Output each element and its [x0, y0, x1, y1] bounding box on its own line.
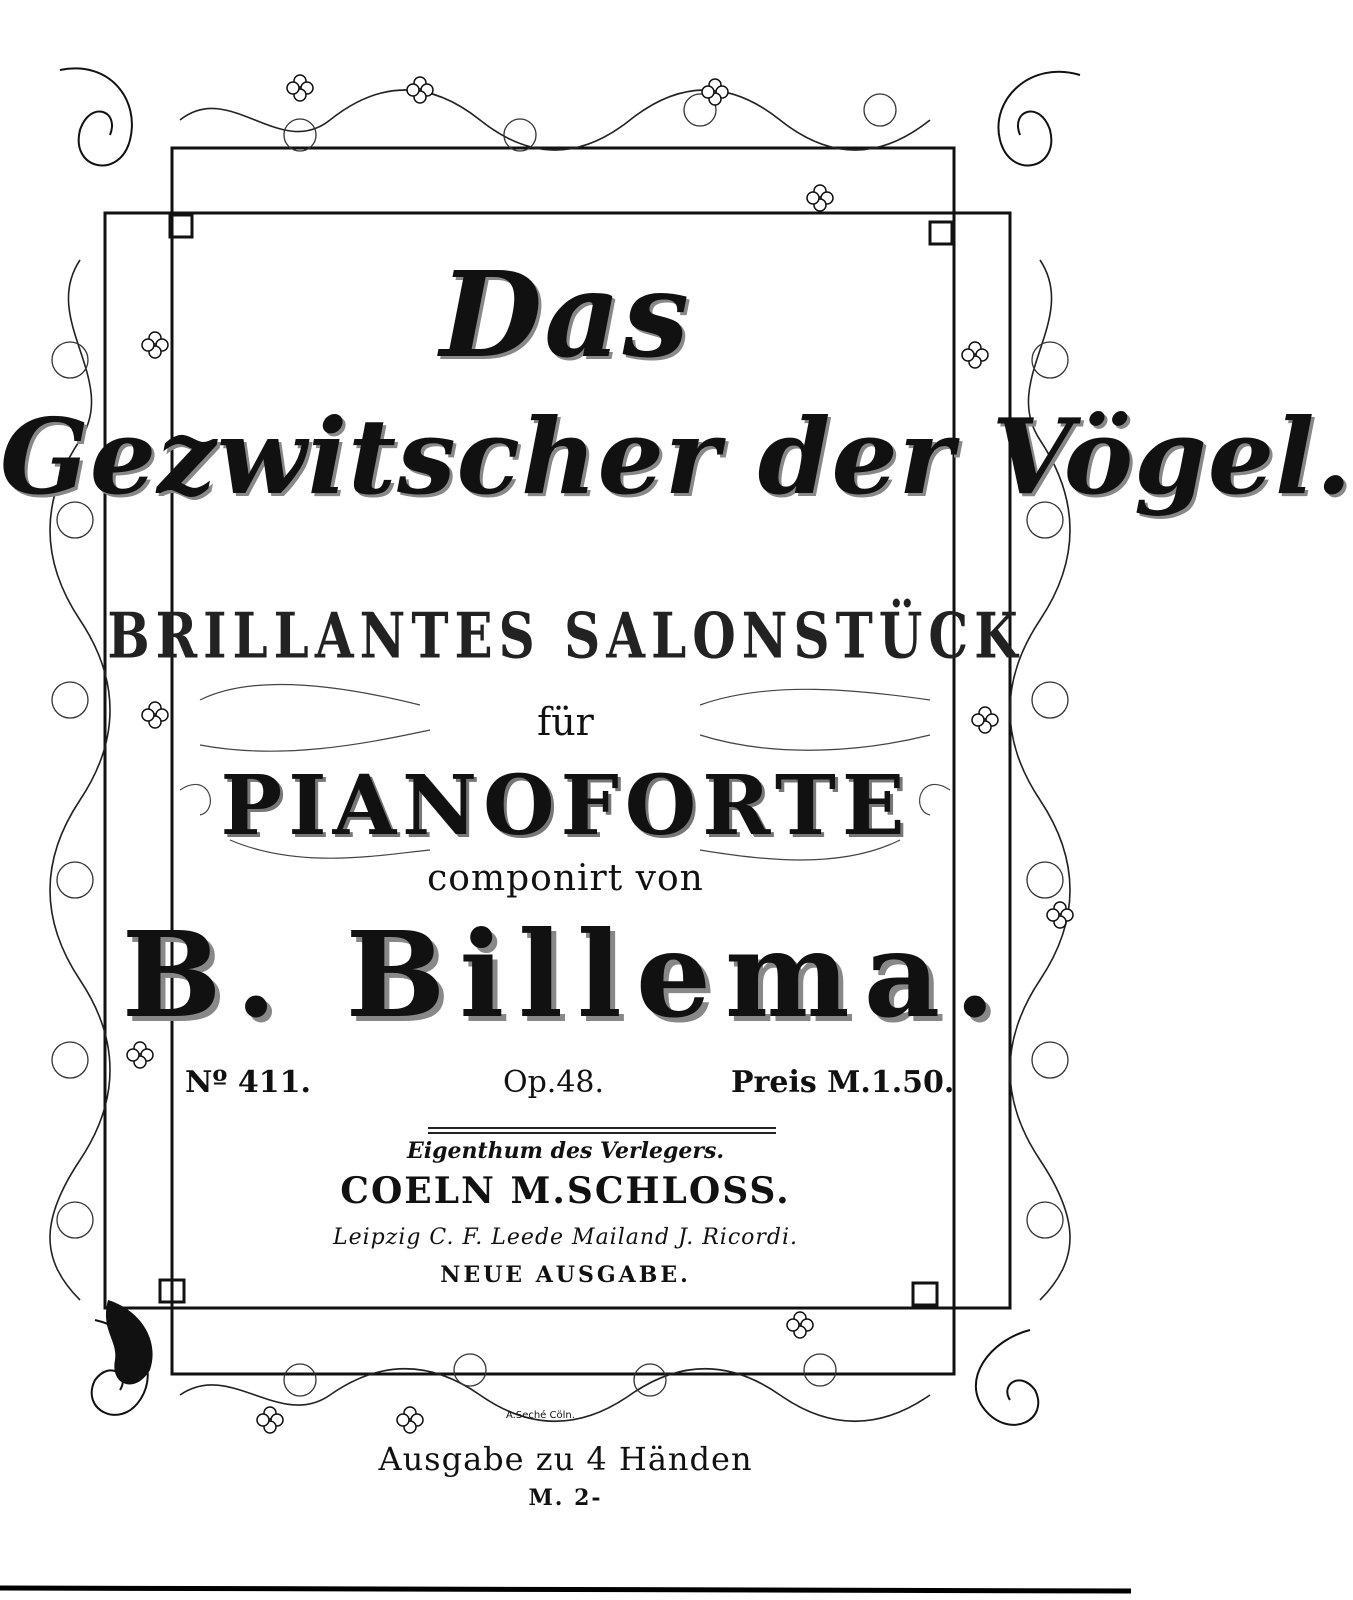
price: Preis M.1.50. — [731, 1065, 955, 1100]
title-line-1: Das — [439, 245, 692, 384]
bottom-edge — [0, 1588, 1131, 1591]
variant-price: M. 2- — [528, 1485, 603, 1511]
corner-foliage-dark — [106, 1300, 153, 1384]
instrument: PIANOFORTE — [220, 758, 911, 854]
edition-variant: Ausgabe zu 4 Händen — [378, 1440, 753, 1478]
agents: Leipzig C. F. Leede Mailand J. Ricordi. — [332, 1225, 799, 1250]
catalog-number: Nº 411. — [185, 1065, 311, 1100]
title-line-2: Gezwitscher der Vögel. — [0, 395, 1353, 518]
subtitle: BRILLANTES SALONSTÜCK — [107, 598, 1024, 673]
divider-rule-2 — [428, 1132, 776, 1134]
engraver-credit: A.Seché Cöln. — [506, 1410, 575, 1421]
componirt-label: componirt von — [427, 858, 704, 899]
composer-name: B. Billema. — [121, 905, 1010, 1044]
divider-rule-1 — [428, 1127, 776, 1129]
fuer-label: für — [537, 700, 594, 744]
publisher-note: Eigenthum des Verlegers. — [406, 1138, 725, 1164]
opus-number: Op.48. — [503, 1065, 605, 1100]
publisher: COELN M.SCHLOSS. — [340, 1170, 791, 1212]
edition: NEUE AUSGABE. — [440, 1262, 691, 1288]
